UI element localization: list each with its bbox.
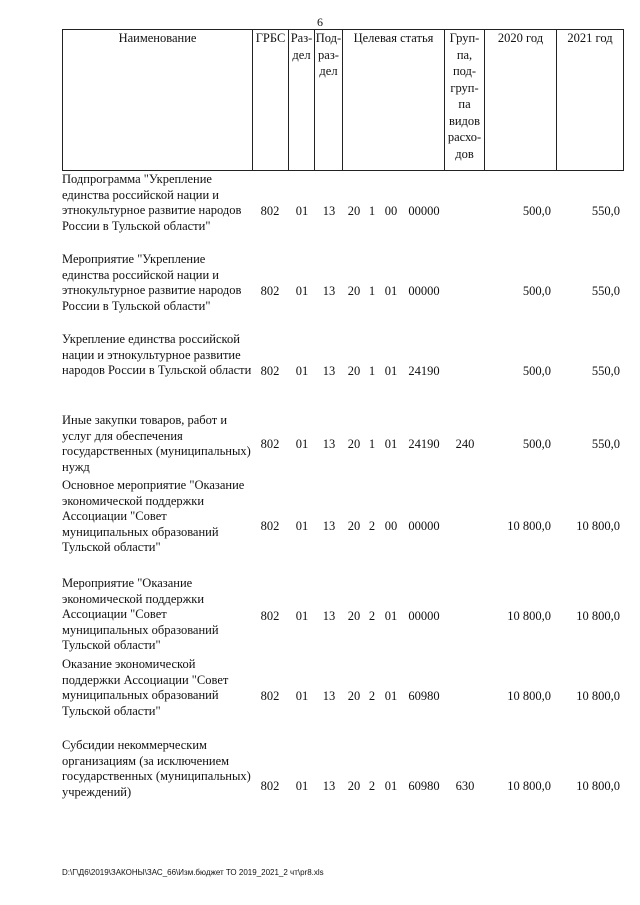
row-cs-event: 00: [384, 204, 398, 218]
row-2020: 10 800,0: [507, 609, 551, 623]
row-cs-subprogram: 1: [368, 204, 376, 218]
header-cell-gruppa: [444, 29, 485, 171]
row-grbs: 802: [260, 689, 280, 703]
header-grbs-label: ГРБС: [255, 31, 286, 45]
header-cell-celevaya: [342, 29, 445, 171]
row-cs-direction: 60980: [408, 689, 440, 703]
row-cs-direction: 24190: [408, 364, 440, 378]
row-cs-event: 01: [384, 284, 398, 298]
header-cell-podrazdel: [314, 29, 343, 171]
header-celevaya-label: Целевая статья: [353, 31, 434, 45]
row-grbs: 802: [260, 284, 280, 298]
row-cs-direction: 24190: [408, 437, 440, 451]
row-cs-subprogram: 1: [368, 284, 376, 298]
row-cs-subprogram: 2: [368, 689, 376, 703]
row-podrazdel: 13: [322, 519, 336, 533]
row-2021: 550,0: [591, 284, 620, 298]
row-grbs: 802: [260, 519, 280, 533]
row-grbs: 802: [260, 204, 280, 218]
row-razdel: 01: [295, 364, 309, 378]
row-cs-event: 01: [384, 609, 398, 623]
row-2020: 10 800,0: [507, 519, 551, 533]
row-cs-event: 01: [384, 364, 398, 378]
row-name: Мероприятие "Оказание экономической поддержки Ассоциации "Совет муниципальных образований Тульской области": [62, 576, 219, 652]
row-2021: 10 800,0: [576, 609, 620, 623]
row-2021: 10 800,0: [576, 519, 620, 533]
row-name: Укрепление единства российской нации и этнокультурное развитие народов России в Тульской области: [62, 332, 252, 377]
row-name: Подпрограмма "Укрепление единства российской нации и этнокультурное развитие народов России в Тульской области": [62, 172, 242, 233]
row-cs-subprogram: 2: [368, 519, 376, 533]
row-cs-subprogram: 1: [368, 437, 376, 451]
row-podrazdel: 13: [322, 437, 336, 451]
row-cs-subprogram: 2: [368, 609, 376, 623]
row-cs-program: 20: [347, 204, 361, 218]
row-cs-direction: 60980: [408, 779, 440, 793]
row-razdel: 01: [295, 437, 309, 451]
row-vr: 240: [455, 437, 475, 451]
page-number: 6: [317, 15, 323, 29]
row-cs-event: 01: [384, 779, 398, 793]
row-2020: 500,0: [522, 204, 551, 218]
row-name: Иные закупки товаров, работ и услуг для обеспечения государственных (муниципальных) нужд: [62, 413, 251, 474]
file-path-footer: D:\Г\Д6\2019\ЗАКОНЫ\ЗАС_66\Изм.бюджет ТО 2019_2021_2 чт\pr8.xls: [62, 868, 324, 877]
row-vr: 630: [455, 779, 475, 793]
row-cs-subprogram: 2: [368, 779, 376, 793]
row-cs-program: 20: [347, 689, 361, 703]
header-cell-2021: [556, 29, 624, 171]
row-2020: 500,0: [522, 437, 551, 451]
row-cs-direction: 00000: [408, 284, 440, 298]
row-cs-program: 20: [347, 284, 361, 298]
row-name: Основное мероприятие "Оказание экономической поддержки Ассоциации "Совет муниципальных образований Тульской области": [62, 478, 245, 554]
header-podrazdel-label: Под- раз- дел: [315, 31, 342, 78]
header-gruppa-label: Груп- па, под- груп- па видов расхо- дов: [447, 31, 482, 161]
header-cell-grbs: [252, 29, 289, 171]
row-razdel: 01: [295, 689, 309, 703]
row-2021: 10 800,0: [576, 779, 620, 793]
row-cs-program: 20: [347, 364, 361, 378]
row-2020: 500,0: [522, 364, 551, 378]
row-razdel: 01: [295, 204, 309, 218]
header-cell-razdel: [288, 29, 315, 171]
row-2021: 550,0: [591, 437, 620, 451]
row-2020: 500,0: [522, 284, 551, 298]
row-2020: 10 800,0: [507, 689, 551, 703]
header-cell-name: [62, 29, 253, 171]
row-cs-program: 20: [347, 609, 361, 623]
row-cs-direction: 00000: [408, 519, 440, 533]
row-podrazdel: 13: [322, 284, 336, 298]
row-podrazdel: 13: [322, 689, 336, 703]
row-cs-program: 20: [347, 779, 361, 793]
row-name: Субсидии некоммерческим организациям (за исключением государственных (муниципальных) учреждений): [62, 738, 251, 799]
row-cs-event: 01: [384, 689, 398, 703]
row-cs-event: 00: [384, 519, 398, 533]
row-cs-program: 20: [347, 519, 361, 533]
row-podrazdel: 13: [322, 204, 336, 218]
row-2021: 550,0: [591, 364, 620, 378]
row-cs-subprogram: 1: [368, 364, 376, 378]
row-2021: 550,0: [591, 204, 620, 218]
header-cell-2020: [484, 29, 557, 171]
row-2021: 10 800,0: [576, 689, 620, 703]
header-2021-label: 2021 год: [567, 31, 613, 45]
row-razdel: 01: [295, 779, 309, 793]
row-grbs: 802: [260, 779, 280, 793]
row-razdel: 01: [295, 609, 309, 623]
row-cs-program: 20: [347, 437, 361, 451]
row-cs-direction: 00000: [408, 204, 440, 218]
header-2020-label: 2020 год: [497, 31, 544, 45]
header-razdel-label: Раз- дел: [290, 31, 313, 62]
row-2020: 10 800,0: [507, 779, 551, 793]
row-grbs: 802: [260, 609, 280, 623]
row-cs-event: 01: [384, 437, 398, 451]
header-name-label: Наименование: [118, 31, 197, 45]
row-name: Оказание экономической поддержки Ассоциации "Совет муниципальных образований Тульской области": [62, 657, 229, 718]
row-razdel: 01: [295, 519, 309, 533]
row-grbs: 802: [260, 364, 280, 378]
row-cs-direction: 00000: [408, 609, 440, 623]
row-podrazdel: 13: [322, 779, 336, 793]
row-grbs: 802: [260, 437, 280, 451]
row-podrazdel: 13: [322, 609, 336, 623]
row-razdel: 01: [295, 284, 309, 298]
row-podrazdel: 13: [322, 364, 336, 378]
row-name: Мероприятие "Укрепление единства российской нации и этнокультурное развитие народов России в Тульской области": [62, 252, 242, 313]
